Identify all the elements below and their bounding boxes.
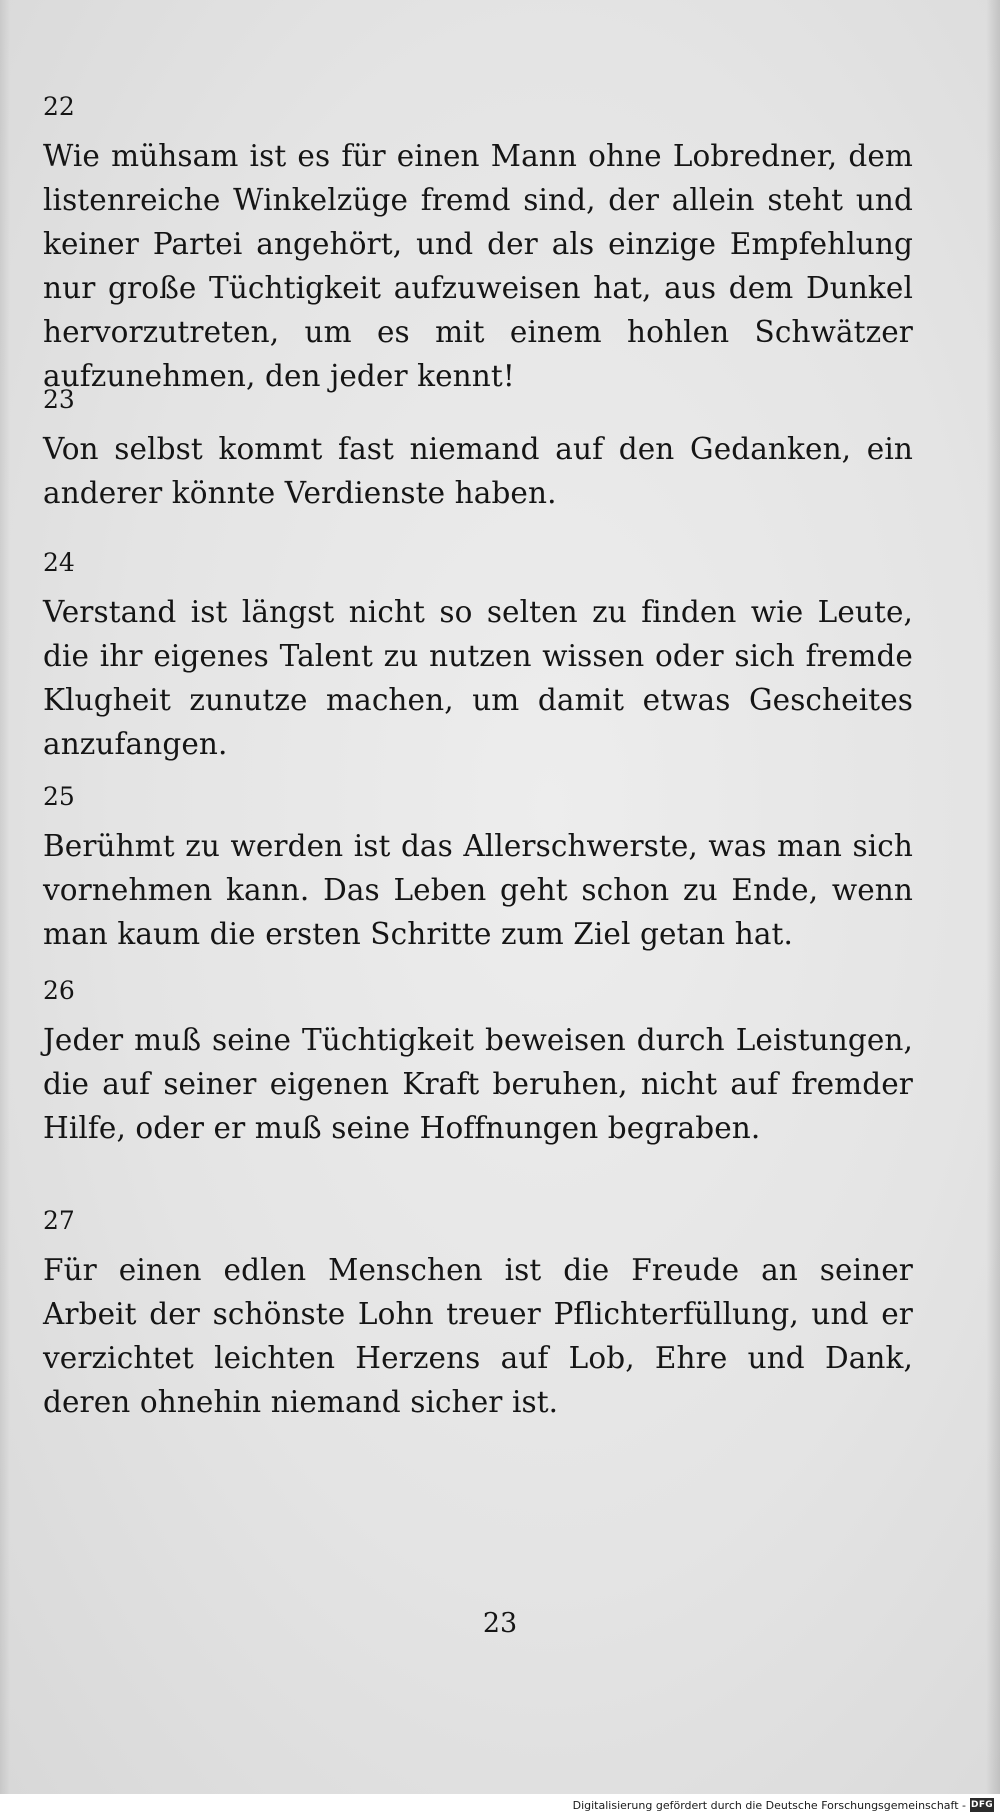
aphorism-22 bbox=[43, 92, 913, 398]
aphorism-number: 23 bbox=[43, 385, 75, 414]
aphorism-number: 24 bbox=[43, 548, 75, 577]
aphorism-23 bbox=[43, 385, 913, 515]
aphorism-number: 25 bbox=[43, 782, 75, 811]
aphorism-text: Berühmt zu werden ist das Allerschwerste, was man sich vornehmen kann. Das Leben geht schon zu Ende, wenn man kaum die ersten Schritte zum Ziel getan hat. bbox=[43, 829, 913, 951]
aphorism-number: 26 bbox=[43, 976, 75, 1005]
dfg-logo: DFG bbox=[971, 1800, 993, 1810]
aphorism-27 bbox=[43, 1206, 913, 1424]
page-edge-left bbox=[0, 0, 10, 1794]
aphorism-25 bbox=[43, 782, 913, 956]
aphorism-number: 27 bbox=[43, 1206, 75, 1235]
aphorism-26 bbox=[43, 976, 913, 1150]
page-edge-right bbox=[986, 0, 1000, 1794]
funding-credit: Digitalisierung gefördert durch die Deutsche Forschungsgemeinschaft - bbox=[572, 1799, 966, 1812]
aphorism-text: Von selbst kommt fast niemand auf den Gedanken, ein anderer könnte Verdienste haben. bbox=[43, 432, 913, 510]
page-number: 23 bbox=[482, 1608, 518, 1639]
aphorism-24 bbox=[43, 548, 913, 766]
digitization-footer bbox=[0, 1794, 1000, 1818]
aphorism-number: 22 bbox=[43, 92, 75, 121]
aphorism-text: Wie mühsam ist es für einen Mann ohne Lobredner, dem listenreiche Winkelzüge fremd sind, der allein steht und keiner Partei angehört, und der als einzige Empfehlung nur große Tüchtigkeit aufzuweisen hat, aus dem Dunkel hervorzutreten, um es mit einem hohlen Schwätzer aufzunehmen, den jeder kennt! bbox=[43, 139, 913, 393]
aphorism-text: Verstand ist längst nicht so selten zu finden wie Leute, die ihr eigenes Talent zu nutzen wissen oder sich fremde Klugheit zunutze machen, um damit etwas Gescheites anzufangen. bbox=[43, 595, 913, 761]
aphorism-text: Für einen edlen Menschen ist die Freude an seiner Arbeit der schönste Lohn treuer Pflichterfüllung, und er verzichtet leichten Herzens auf Lob, Ehre und Dank, deren ohnehin niemand sicher ist. bbox=[43, 1253, 913, 1419]
aphorism-text: Jeder muß seine Tüchtigkeit beweisen durch Leistungen, die auf seiner eigenen Kraft beruhen, nicht auf fremder Hilfe, oder er muß seine Hoffnungen begraben. bbox=[43, 1023, 913, 1145]
